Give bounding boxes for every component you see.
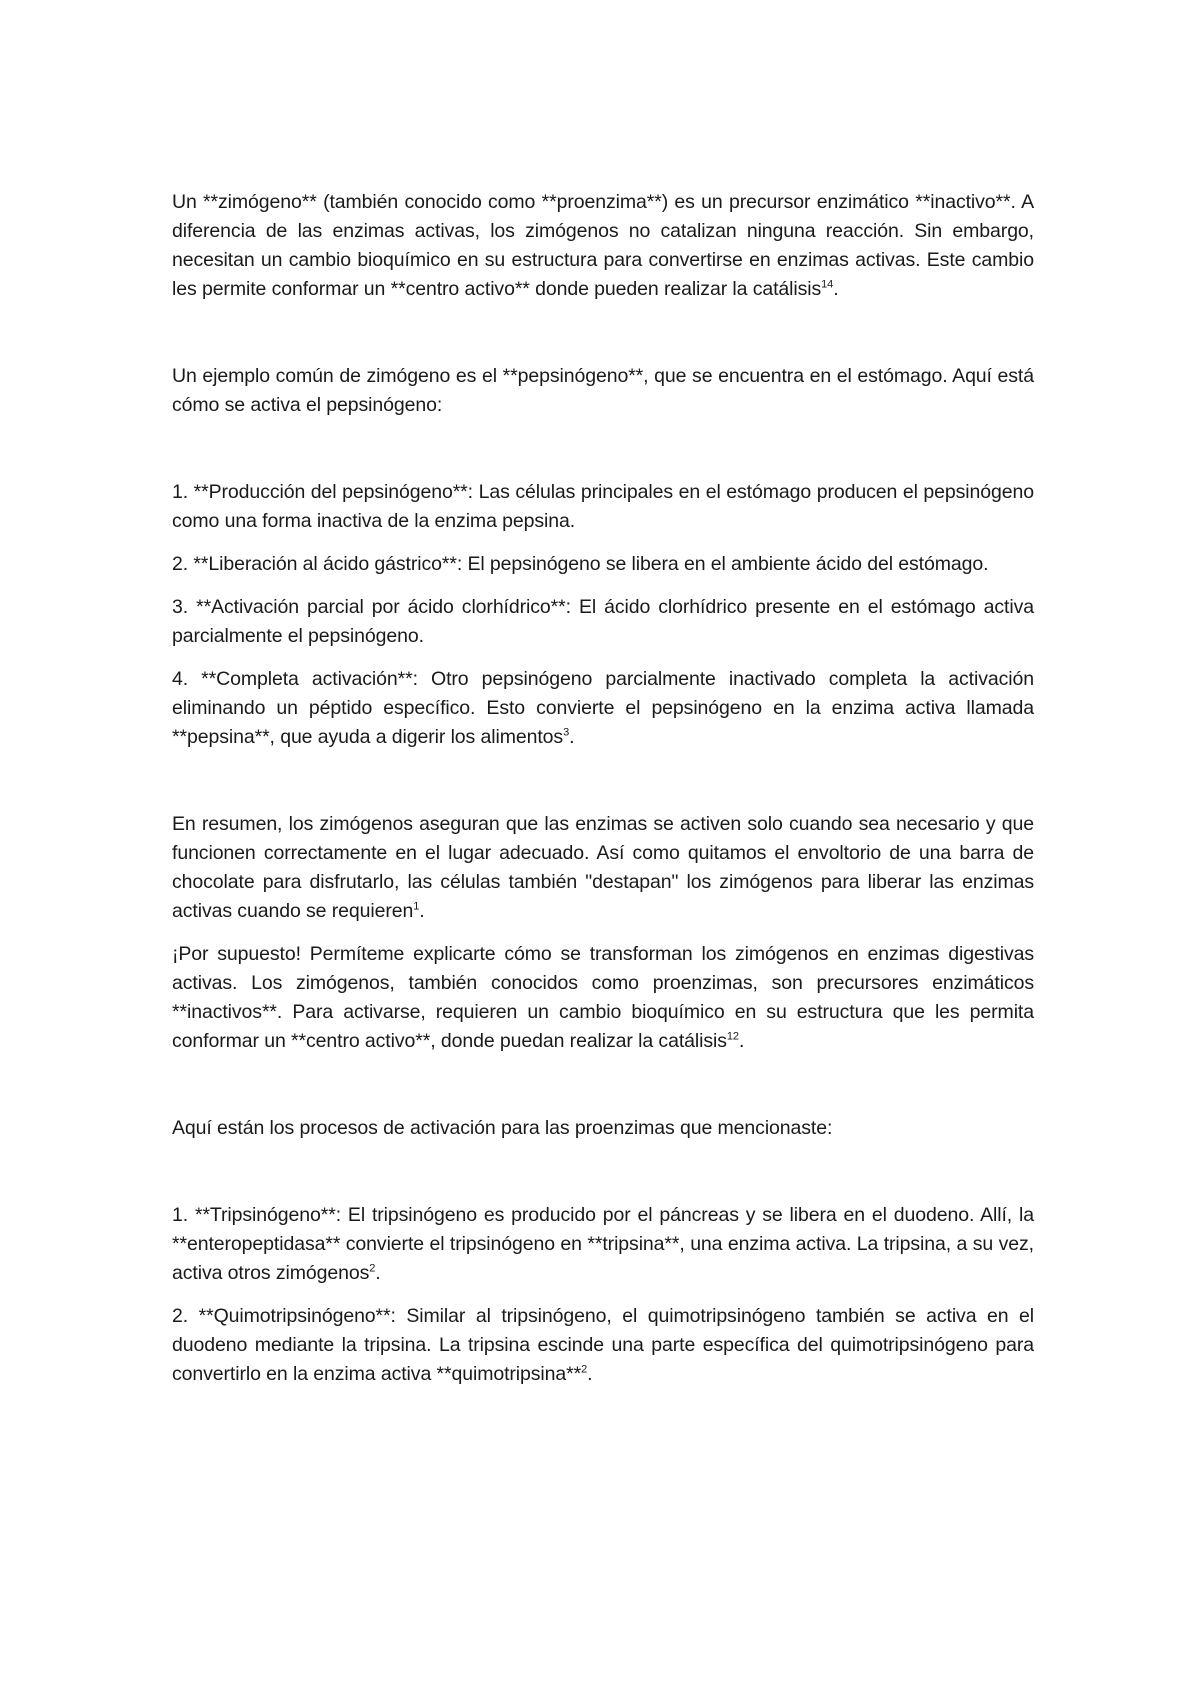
paragraph-pepsinogeno-intro: Un ejemplo común de zimógeno es el **pepsinógeno**, que se encuentra en el estómago. Aquí está cómo se activa el pepsinógeno: — [172, 365, 1034, 416]
list-item-tripsinogeno: 1. **Tripsinógeno**: El tripsinógeno es producido por el páncreas y se libera en el duodeno. Allí, la **enteropeptidasa** convierte el tripsinógeno en **tripsina**, una enzima activa. La tripsina, a su vez, activa otros zimógenos$^2$. — [172, 1204, 1034, 1284]
document-body — [172, 188, 1034, 1389]
paragraph-transformacion: ¡Por supuesto! Permíteme explicarte cómo se transforman los zimógenos en enzimas digestivas activas. Los zimógenos, también conocidos como proenzimas, son precursores enzimáticos **inactivos**. Para activarse, requieren un cambio bioquímico en su estructura que les permita conformar un **centro activo**, donde puedan realizar la catálisis$^{12}$. — [172, 943, 1034, 1052]
list-item-pepsinogeno-3: 3. **Activación parcial por ácido clorhídrico**: El ácido clorhídrico presente en el estómago activa parcialmente el pepsinógeno. — [172, 596, 1034, 647]
paragraph-zimogeno-definition: Un **zimógeno** (también conocido como **proenzima**) es un precursor enzimático **inactivo**. A diferencia de las enzimas activas, los zimógenos no catalizan ninguna reacción. Sin embargo, necesitan un cambio bioquímico en su estructura para convertirse en enzimas activas. Este cambio les permite conformar un **centro activo** donde pueden realizar la catálisis$^{14}$. — [172, 191, 1034, 300]
footnote-ref: 3 — [563, 726, 570, 739]
footnote-ref: 2 — [581, 1363, 588, 1376]
list-item-pepsinogeno-2: 2. **Liberación al ácido gástrico**: El pepsinógeno se libera en el ambiente ácido del estómago. — [172, 553, 989, 575]
list-item-pepsinogeno-4: 4. **Completa activación**: Otro pepsinógeno parcialmente inactivado completa la activación eliminando un péptido específico. Esto convierte el pepsinógeno en la enzima activa llamada **pepsina**, que ayuda a digerir los alimentos$^3$. — [172, 668, 1034, 748]
paragraph-resumen: En resumen, los zimógenos aseguran que las enzimas se activen solo cuando sea necesario y que funcionen correctamente en el lugar adecuado. Así como quitamos el envoltorio de una barra de chocolate para disfrutarlo, las células también "destapan" los zimógenos para liberar las enzimas activas cuando se requieren$^1$. — [172, 813, 1034, 922]
list-item-pepsinogeno-1: 1. **Producción del pepsinógeno**: Las células principales en el estómago producen el pepsinógeno como una forma inactiva de la enzima pepsina. — [172, 481, 1034, 532]
footnote-ref: 14 — [821, 278, 834, 291]
footnote-ref: 1 — [413, 900, 420, 913]
list-item-quimotripsinogeno: 2. **Quimotripsinógeno**: Similar al tripsinógeno, el quimotripsinógeno también se activa en el duodeno mediante la tripsina. La tripsina escinde una parte específica del quimotripsinógeno para convertirlo en la enzima activa **quimotripsina**$^2$. — [172, 1305, 1034, 1385]
footnote-ref: 2 — [369, 1262, 376, 1275]
paragraph-procesos-intro: Aquí están los procesos de activación para las proenzimas que mencionaste: — [172, 1117, 833, 1139]
footnote-ref: 12 — [726, 1030, 739, 1043]
